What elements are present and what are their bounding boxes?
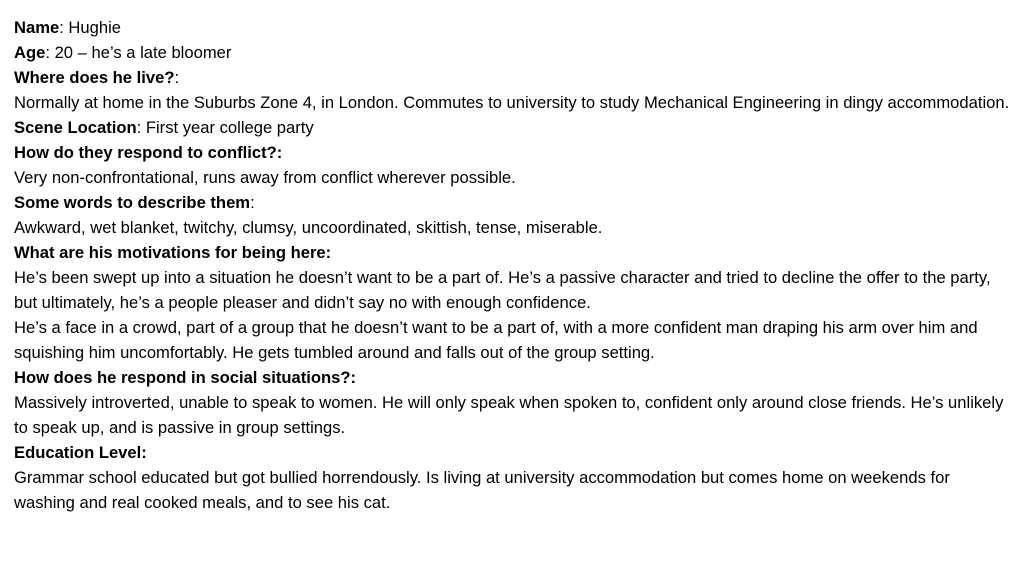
age-line	[14, 40, 1014, 65]
words-suffix: :	[250, 193, 255, 212]
conflict-label: How do they respond to conflict?:	[14, 143, 283, 162]
scene-value: : First year college party	[136, 118, 314, 137]
social-heading	[14, 365, 1014, 390]
education-text: Grammar school educated but got bullied horrendously. Is living at university accommodation but comes home on weekends for washing and real cooked meals, and to see his cat.	[14, 468, 950, 512]
where-suffix: :	[174, 68, 180, 87]
motivation-text-2: He’s a face in a crowd, part of a group that he doesn’t want to be a part of, with a more confident man draping his arm over him and squishing him uncomfortably. He gets tumbled around and falls out of the group setting.	[14, 318, 978, 362]
where-label: Where does he live?	[14, 68, 175, 87]
scene-label: Scene Location	[14, 118, 137, 137]
name-value: : Hughie	[59, 18, 122, 37]
where-text: Normally at home in the Suburbs Zone 4, in London. Commutes to university to study Mechanical Engineering in dingy accommodation.	[14, 93, 1010, 112]
motivation-text-1: He’s been swept up into a situation he doesn’t want to be a part of. He’s a passive character and tried to decline the offer to the party, but ultimately, he’s a people pleaser and didn’t say no with enough confidence.	[14, 268, 991, 312]
motivation-heading	[14, 240, 1014, 265]
education-heading	[14, 440, 1014, 465]
age-label: Age	[14, 43, 46, 62]
words-text: Awkward, wet blanket, twitchy, clumsy, uncoordinated, skittish, tense, miserable.	[14, 218, 603, 237]
name-label: Name	[14, 18, 60, 37]
words-label: Some words to describe them	[14, 193, 251, 212]
motivation-label: What are his motivations for being here:	[14, 243, 332, 262]
scene-line	[14, 115, 1014, 140]
age-value: : 20 – he’s a late bloomer	[45, 43, 232, 62]
character-profile	[14, 15, 1014, 515]
words-line	[14, 190, 1014, 215]
name-line	[14, 15, 1014, 40]
conflict-heading	[14, 140, 1014, 165]
social-label: How does he respond in social situations?:	[14, 368, 357, 387]
where-line	[14, 65, 1014, 90]
conflict-text: Very non-confrontational, runs away from conflict wherever possible.	[14, 168, 516, 187]
education-label: Education Level:	[14, 443, 147, 462]
social-text: Massively introverted, unable to speak to women. He will only speak when spoken to, confident only around close friends. He’s unlikely to speak up, and is passive in group settings.	[14, 393, 1004, 437]
